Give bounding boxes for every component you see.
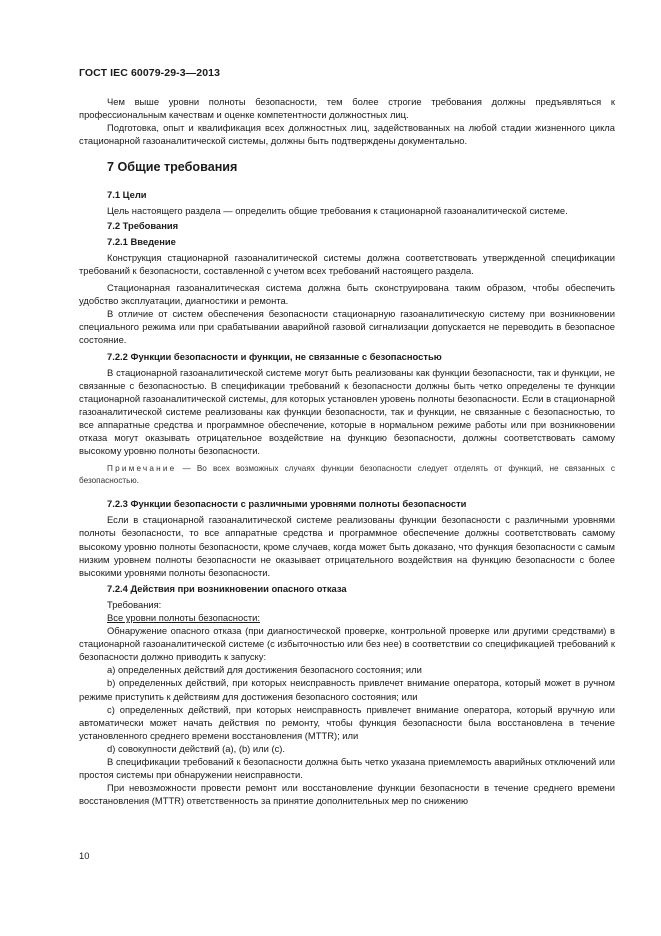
paragraph: Требования:: [107, 598, 162, 610]
paragraph: Конструкция стационарной газоаналитической системы должна соответствовать утвержденной спецификации требований к безопасности, составленной с учетом всех требований настоящего раздела.: [79, 251, 615, 276]
section-7-2-heading: 7.2 Требования: [107, 219, 179, 231]
list-item: c) определенных действий, при которых неисправность привлечет внимание оператора, который вручную или автоматически может начать действия по ремонту, чтобы функция безопасности была восстановлена в течение установленного среднего времени восстановления (MTTR); или: [79, 703, 615, 741]
page-number: 10: [79, 850, 90, 861]
paragraph: В стационарной газоаналитической системе могут быть реализованы как функции безопасности, так и функции, не связанные с безопасностью. В спецификации требований к безопасности должны быть четко определены те функции стационарной газоаналитической системы, для которых установлен уровень полноты безопасности. Если в стационарной газоаналитической системе реализованы как функции безопасности, так и функции, не связанные с безопасностью, то все аппаратные средства и программное обеспечение, которые в нормальном режиме работы или при возникновении отказа могут оказывать отрицательное воздействие на функцию безопасности, должны соответствовать самому высокому уровню полноты безопасности.: [79, 366, 615, 457]
paragraph: В отличие от систем обеспечения безопасности стационарную газоаналитическую систему при возникновении специального режима или при срабатывании аварийной газовой сигнализации допускается не переводить в безопасное состояние.: [79, 308, 615, 346]
paragraph: Стационарная газоаналитическая система должна быть сконструирована таким образом, чтобы обеспечить удобство эксплуатации, диагностики и ремонта.: [79, 282, 615, 307]
paragraph: При невозможности провести ремонт или восстановление функции безопасности в течение среднего времени восстановления (MTTR) ответственность за принятие дополнительных мер по снижению: [79, 782, 615, 807]
section-7-2-4-heading: 7.2.4 Действия при возникновении опасного отказа: [107, 582, 347, 594]
list-item: a) определенных действий для достижения безопасного состояния; или: [107, 664, 422, 676]
paragraph: Если в стационарной газоаналитической системе реализованы функции безопасности с различными уровнями полноты безопасности, то все аппаратные средства и программное обеспечение должны соответствовать самому высокому уровню полноты безопасности, кроме случаев, когда может быть доказано, что функция безопасности с самым низким уровнем полноты безопасности не оказывает отрицательного воздействия на функцию безопасности с более высокими уровнями полноты безопасности.: [79, 514, 615, 578]
note-text: — Во всех возможных случаях функции безопасности следует отделять от функций, не связанных с безопасностью.: [79, 464, 615, 486]
paragraph: Цель настоящего раздела — определить общие требования к стационарной газоаналитической системе.: [107, 204, 568, 216]
paragraph: [79, 611, 615, 624]
section-7-heading: 7 Общие требования: [107, 160, 238, 175]
paragraph: Подготовка, опыт и квалификация всех должностных лиц, задействованных на любой стадии жизненного цикла стационарной газоаналитической системы, должны быть подтверждены документально.: [79, 122, 615, 147]
paragraph: В спецификации требований к безопасности должна быть четко указана приемлемость аварийных отключений или простоя системы при обнаружении неисправности.: [79, 756, 615, 781]
underlined-text: Все уровни полноты безопасности:: [107, 612, 261, 623]
paragraph: Обнаружение опасного отказа (при диагностической проверке, контрольной проверке или другими средствами) в стационарной газоаналитической системе (с избыточностью или без нее) в соответствии со спецификацией требований к безопасности должно приводить к запуску:: [79, 625, 615, 663]
section-7-2-2-heading: 7.2.2 Функции безопасности и функции, не связанные с безопасностью: [107, 350, 442, 362]
list-item: d) совокупности действий (а), (b) или (с).: [107, 742, 285, 754]
note: [79, 463, 615, 487]
section-7-2-1-heading: 7.2.1 Введение: [107, 235, 176, 247]
document-header: ГОСТ IEC 60079-29-3—2013: [79, 67, 221, 79]
page-content: [79, 95, 615, 807]
note-label: Примечание: [107, 464, 177, 474]
list-item: b) определенных действий, при которых неисправность привлечет внимание оператора, который может в ручном режиме приступить к действиям для достижения безопасного состояния; или: [79, 677, 615, 702]
section-7-2-3-heading: 7.2.3 Функции безопасности с различными уровнями полноты безопасности: [107, 498, 467, 510]
paragraph: Чем выше уровни полноты безопасности, тем более строгие требования должны предъявляться к профессиональным качествам и оценке компетентности должностных лиц.: [79, 96, 615, 121]
section-7-1-heading: 7.1 Цели: [107, 189, 147, 201]
